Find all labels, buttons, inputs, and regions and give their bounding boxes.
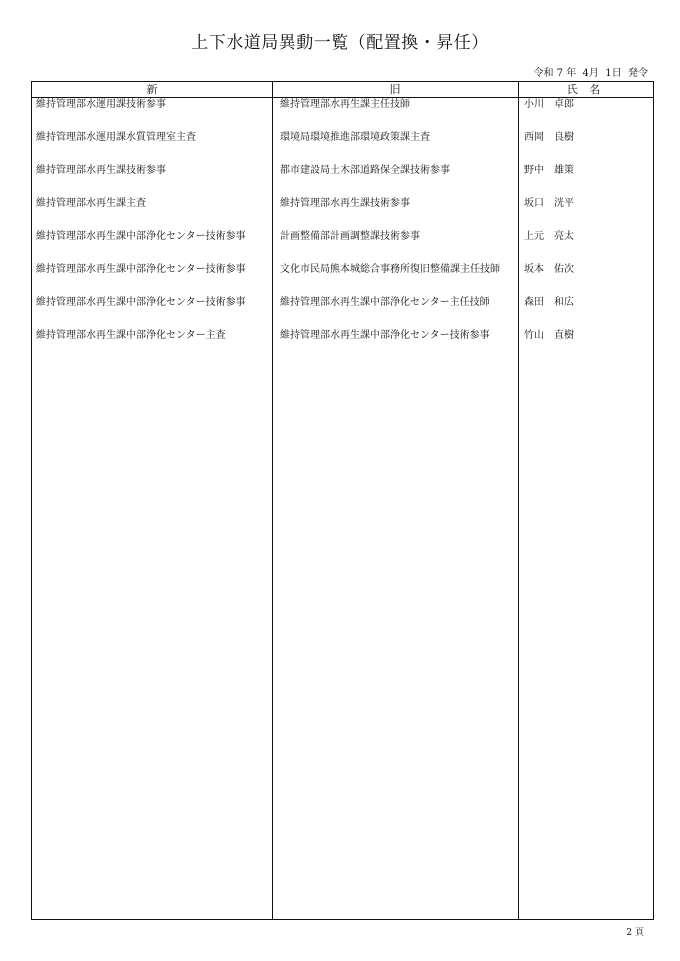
old-position: 維持管理部水再生課主任技師 (280, 99, 410, 110)
person-name: 西岡 良樹 (524, 132, 574, 143)
header-old: 旧 (389, 83, 401, 96)
page-number: 2 頁 (626, 928, 644, 938)
person-name: 小川 卓郎 (524, 99, 574, 110)
header-name: 氏 名 (566, 83, 605, 96)
old-position: 維持管理部水再生課中部浄化センター主任技師 (280, 297, 490, 308)
old-position: 維持管理部水再生課技術参事 (280, 198, 410, 209)
issue-date: 令和 7 年 4月 1日 発令 (533, 68, 648, 79)
table-row (32, 99, 653, 132)
new-position: 維持管理部水運用課技術参事 (36, 99, 166, 110)
new-position: 維持管理部水再生課中部浄化センター主査 (36, 330, 226, 341)
old-position: 環境局環境推進部環境政策課主査 (280, 132, 430, 143)
person-name: 上元 亮太 (524, 231, 574, 242)
new-position: 維持管理部水再生課中部浄化センター技術参事 (36, 231, 246, 242)
person-name: 坂口 洸平 (524, 198, 574, 209)
old-position: 維持管理部水再生課中部浄化センター技術参事 (280, 330, 490, 341)
table-row (32, 132, 653, 165)
table-row (32, 198, 653, 231)
old-position: 計画整備部計画調整課技術参事 (280, 231, 420, 242)
old-position: 都市建設局土木部道路保全課技術参事 (280, 165, 450, 176)
old-position: 文化市民局熊本城総合事務所復旧整備課主任技師 (280, 264, 500, 275)
person-name: 野中 雄策 (524, 165, 574, 176)
table-row (32, 297, 653, 330)
new-position: 維持管理部水再生課中部浄化センター技術参事 (36, 264, 246, 275)
person-name: 森田 和広 (524, 297, 574, 308)
person-name: 坂本 佑次 (524, 264, 574, 275)
table-row (32, 231, 653, 264)
new-position: 維持管理部水再生課中部浄化センター技術参事 (36, 297, 246, 308)
new-position: 維持管理部水運用課水質管理室主査 (36, 132, 196, 143)
table-body (32, 99, 653, 363)
table-header (32, 82, 653, 98)
table-row (32, 330, 653, 363)
table-row (32, 165, 653, 198)
person-name: 竹山 直樹 (524, 330, 574, 341)
new-position: 維持管理部水再生課主査 (36, 198, 146, 209)
table-row (32, 264, 653, 297)
personnel-table (31, 81, 654, 920)
new-position: 維持管理部水再生課技術参事 (36, 165, 166, 176)
document-title: 上下水道局異動一覧（配置換・昇任） (191, 33, 489, 53)
header-new: 新 (146, 83, 158, 96)
